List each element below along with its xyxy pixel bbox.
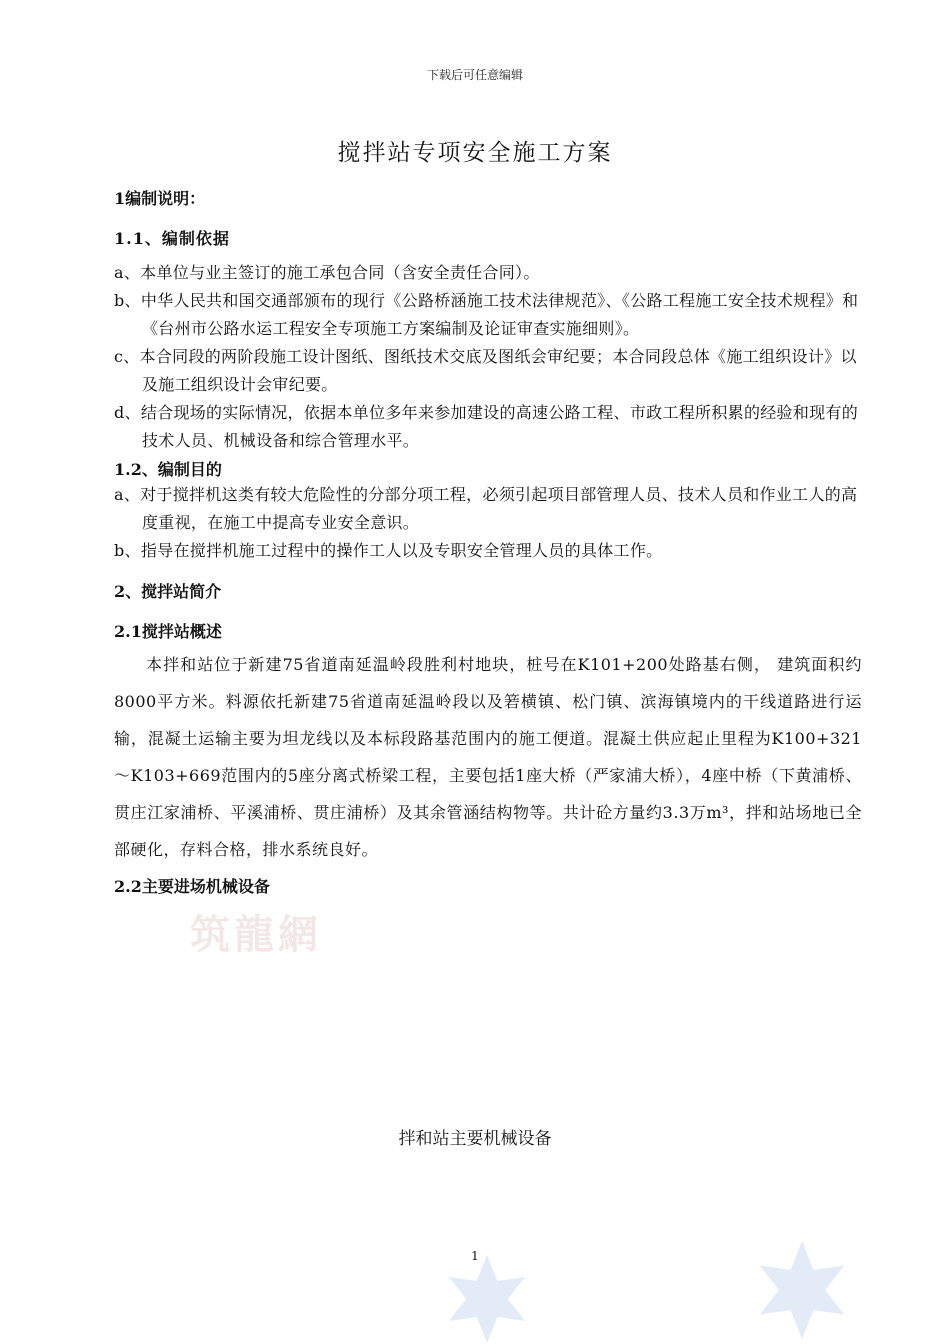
list-item: a、本单位与业主签订的施工承包合同（含安全责任合同）。 [114,263,540,282]
heading-1: 1编制说明： [114,189,206,208]
snowflake-watermark-icon [442,1254,532,1344]
heading-1-2: 1.2、编制目的 [114,460,222,479]
document-title: 搅拌站专项安全施工方案 [337,140,613,166]
watermark-logo: 筑龍網 [190,911,322,958]
document-body [114,182,862,897]
heading-2: 2、搅拌站简介 [114,582,222,601]
overview-paragraph: 本拌和站位于新建75省道南延温岭段胜利村地块，桩号在K101+200处路基右侧， 建筑面积约8000平方米。料源依托新建75省道南延温岭段以及箬横镇、松门镇、滨海镇境内的干线道路进行运输，混凝土运输主要为坦龙线以及本标段路基范围内的施工便道。混凝土供应起止里程为K100+321～K103+669范围内的5座分离式桥梁工程，主要包括1座大桥（严家浦大桥），4座中桥（下黄浦桥、贯庄江家浦桥、平溪浦桥、贯庄浦桥）及其余管涵结构物等。共计砼方量约3.3万m³，拌和站场地已全部硬化，存料合格，排水系统良好。 [114,655,862,859]
heading-2-1: 2.1搅拌站概述 [114,622,222,641]
header-note: 下载后可任意编辑 [426,68,523,82]
snowflake-watermark-icon [752,1240,852,1340]
list-item: b、中华人民共和国交通部颁布的现行《公路桥涵施工技术法律规范》、《公路工程施工安全技术规程》和《台州市公路水运工程安全专项施工方案编制及论证审查实施细则》。 [114,291,859,338]
heading-2-2: 2.2主要进场机械设备 [114,877,270,896]
list-item: b、指导在搅拌机施工过程中的操作工人以及专职安全管理人员的具体工作。 [114,541,663,560]
heading-1-1: 1.1、编制依据 [114,229,230,248]
list-item: a、对于搅拌机这类有较大危险性的分部分项工程，必须引起项目部管理人员、技术人员和作业工人的高度重视，在施工中提高专业安全意识。 [114,485,858,532]
list-item: d、结合现场的实际情况，依据本单位多年来参加建设的高速公路工程、市政工程所积累的经验和现有的技术人员、机械设备和综合管理水平。 [114,403,859,450]
table-caption: 拌和站主要机械设备 [398,1129,552,1149]
page-number: 1 [471,1249,479,1263]
list-item: c、本合同段的两阶段施工设计图纸、图纸技术交底及图纸会审纪要；本合同段总体《施工组织设计》以及施工组织设计会审纪要。 [114,347,857,394]
